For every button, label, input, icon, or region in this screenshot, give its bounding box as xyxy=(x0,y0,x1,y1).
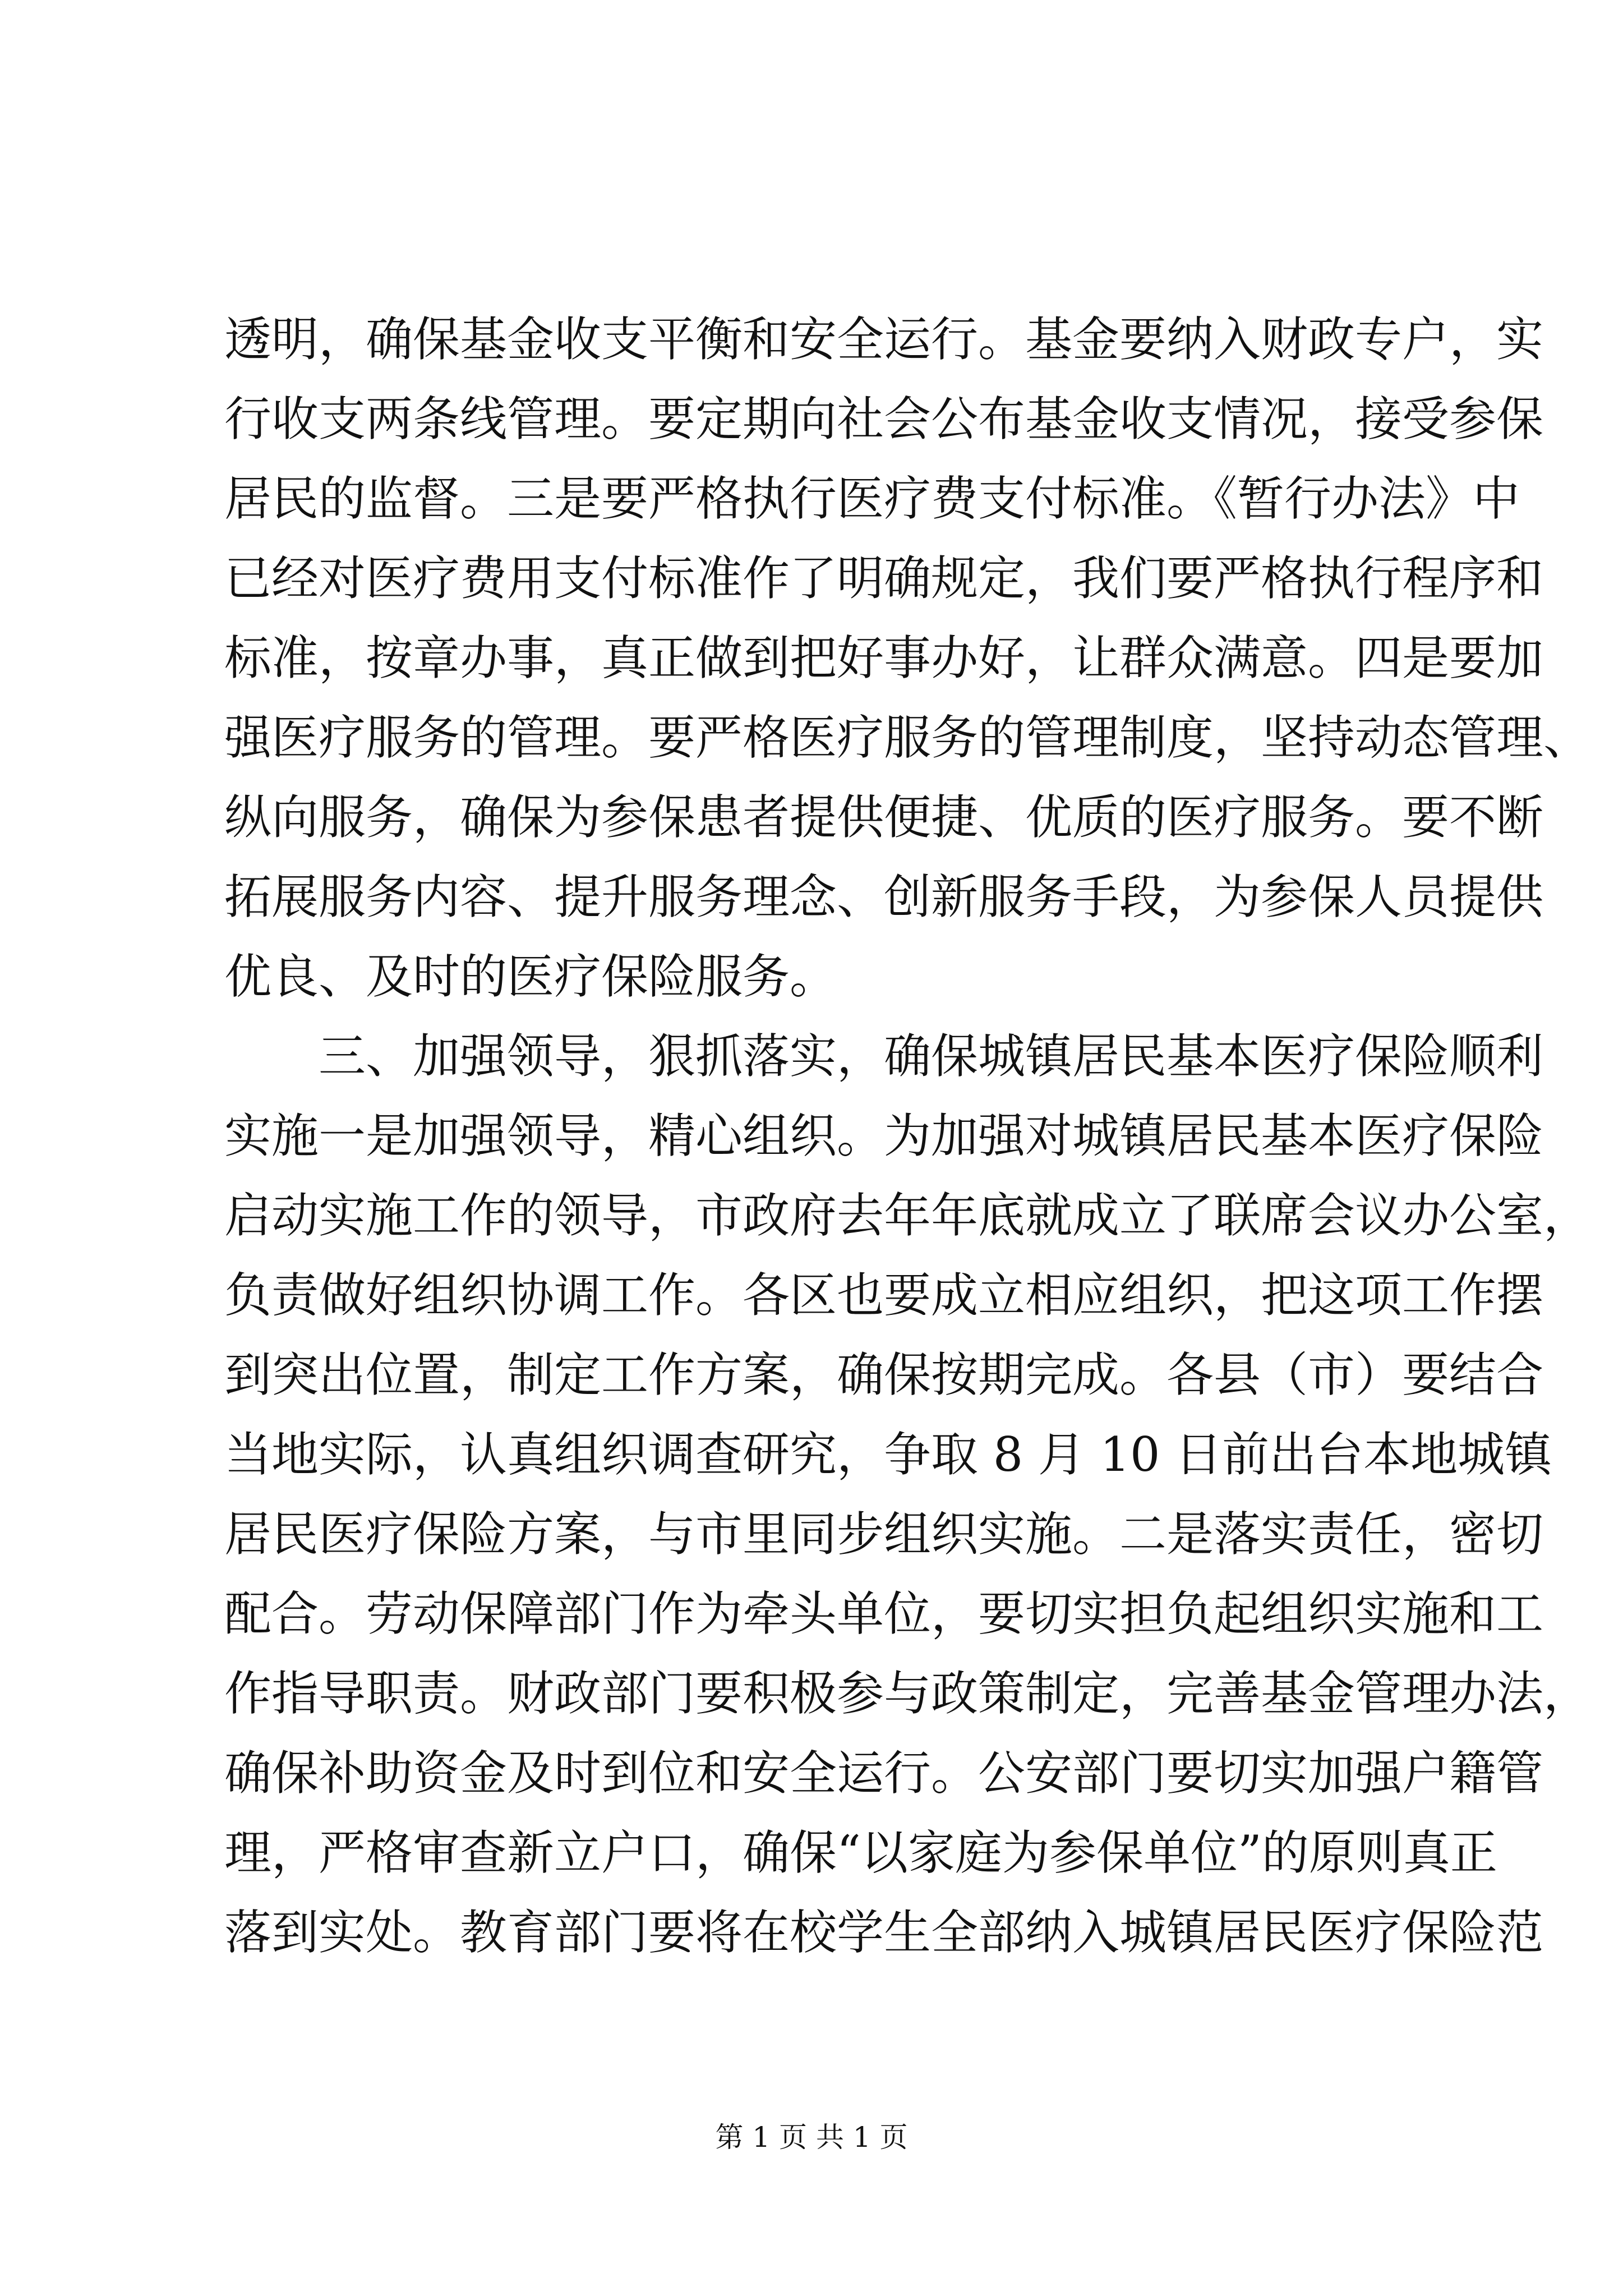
text-line: 拓展服务内容、提升服务理念、创新服务手段，为参保人员提供 xyxy=(224,869,1544,924)
text-line: 居民医疗保险方案，与市里同步组织实施。二是落实责任，密切 xyxy=(224,1507,1544,1562)
text-line: 确保补助资金及时到位和安全运行。公安部门要切实加强户籍管 xyxy=(224,1746,1544,1801)
text-line: 行收支两条线管理。要定期向社会公布基金收支情况，接受参保 xyxy=(224,392,1544,447)
text-line: 负责做好组织协调工作。各区也要成立相应组织，把这项工作摆 xyxy=(224,1268,1544,1323)
section-heading-line: 三、加强领导，狠抓落实，确保城镇居民基本医疗保险顺利 xyxy=(319,1029,1544,1084)
text-line: 实施一是加强领导，精心组织。为加强对城镇居民基本医疗保险 xyxy=(224,1108,1544,1163)
text-line: 透明，确保基金收支平衡和安全运行。基金要纳入财政专户，实 xyxy=(224,312,1544,367)
text-line: 配合。劳动保障部门作为牵头单位，要切实担负起组织实施和工 xyxy=(224,1586,1544,1641)
text-line: 强医疗服务的管理。要严格医疗服务的管理制度，坚持动态管理、 xyxy=(224,710,1591,765)
text-line: 作指导职责。财政部门要积极参与政策制定，完善基金管理办法， xyxy=(224,1666,1591,1721)
text-line: 到突出位置，制定工作方案，确保按期完成。各县（市）要结合 xyxy=(224,1347,1544,1402)
text-line: 标准，按章办事，真正做到把好事办好，让群众满意。四是要加 xyxy=(224,631,1544,685)
body-text xyxy=(224,300,1591,1972)
text-line: 已经对医疗费用支付标准作了明确规定，我们要严格执行程序和 xyxy=(224,551,1544,606)
text-line: 启动实施工作的领导，市政府去年年底就成立了联席会议办公室， xyxy=(224,1188,1591,1243)
text-line: 理，严格审查新立户口，确保“以家庭为参保单位”的原则真正 xyxy=(224,1825,1497,1880)
text-line: 当地实际，认真组织调查研究，争取 8 月 10 日前出台本地城镇 xyxy=(224,1427,1552,1482)
text-line: 优良、及时的医疗保险服务。 xyxy=(224,949,837,1004)
text-line: 居民的监督。三是要严格执行医疗费支付标准。《暂行办法》中 xyxy=(224,471,1520,526)
page-number-footer: 第 1 页 共 1 页 xyxy=(715,2121,908,2154)
text-line: 落到实处。教育部门要将在校学生全部纳入城镇居民医疗保险范 xyxy=(224,1905,1544,1960)
text-line: 纵向服务，确保为参保患者提供便捷、优质的医疗服务。要不断 xyxy=(224,790,1544,845)
